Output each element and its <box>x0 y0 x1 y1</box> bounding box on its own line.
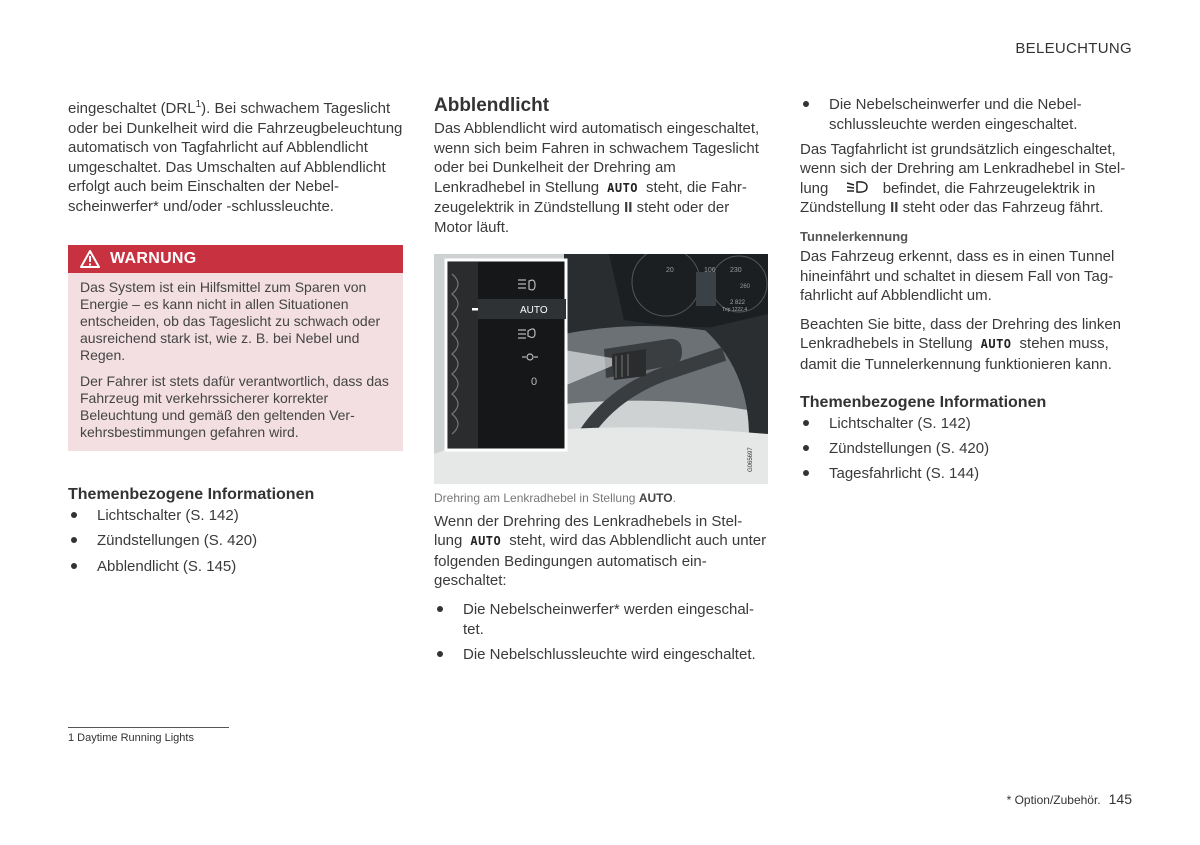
image-code: G065697 <box>748 446 754 472</box>
text-fragment: steht oder das Fahrzeug fährt. <box>902 199 1104 217</box>
text-fragment: steht oder der Motor läuft. <box>434 199 730 236</box>
text-fragment: steht, wird das Abblendlicht auch unter folgenden Bedingungen automatisch eingeschaltet: <box>434 532 767 590</box>
intro-text-end: ). Bei schwachem Tageslicht oder bei Dunkelheit wird die Fahrzeugbeleuchtung automatisch von Tagfahrlicht auf Abblendlicht umgeschaltet. Das Umschalten auf Abblendlicht erfolgt auch beim Einschalten der Nebelscheinwerfer* und/oder -schlussleuchte. <box>68 100 403 215</box>
text-fragment: Das Abblendlicht wird automatisch eingeschaltet, wenn sich beim Fahren in schwachem Tageslicht oder bei Dunkelheit der Drehring am Lenkradhebel in Stellung <box>434 120 760 196</box>
footnote-divider <box>68 727 229 728</box>
text-fragment: steht, die Fahrzeugelektrik in Zündstellung <box>434 178 747 217</box>
related-link-tagesfahrlicht[interactable]: Tagesfahrlicht (S. 144) <box>800 464 1135 484</box>
warning-title: WARNUNG <box>110 249 197 267</box>
text-fragment: befindet, die Fahrzeugelektrik in Zündstellung <box>800 179 1096 217</box>
auto-conditions-paragraph <box>434 512 768 591</box>
drl-paragraph <box>800 140 1135 218</box>
odometer-value: 2 822 <box>730 299 746 306</box>
warning-paragraph-2: Der Fahrer ist stets dafür verantwortlich, dass das Fahrzeug mit verkehrssicherer korrekter Beleuchtung und gemäß den geltenden Verkehrsbestimmungen gefahren wird. <box>80 372 389 441</box>
section-title: BELEUCHTUNG <box>1015 40 1132 57</box>
column-left <box>68 95 403 582</box>
list-item: Die Nebelscheinwerfer und die Nebelschlussleuchte werden eingeschaltet. <box>800 95 1135 134</box>
footnote-marker: 1 <box>195 99 202 110</box>
trip-value: Trip 1222.4 <box>722 306 748 313</box>
dial-off-label: 0 <box>531 375 538 388</box>
dial-auto-label: AUTO <box>520 304 548 316</box>
fog-light-list <box>800 95 1135 134</box>
related-info-heading: Themenbezogene Informationen <box>800 393 1047 411</box>
page-footer <box>1007 791 1132 807</box>
tunnel-heading: Tunnelerkennung <box>800 229 909 245</box>
gauge-number: 260 <box>740 283 751 290</box>
auto-conditions-list <box>434 600 768 664</box>
stalk-illustration <box>434 254 768 484</box>
footnote: 1 Daytime Running Lights <box>68 732 194 744</box>
gauge-number: 230 <box>730 266 742 274</box>
abblendlicht-paragraph <box>434 119 768 238</box>
section-heading-abblendlicht: Abblendlicht <box>434 95 550 116</box>
column-middle <box>434 95 768 670</box>
text-fragment: Beachten Sie bitte, dass der Drehring des linken Lenkradhebels in Stellung <box>800 315 1122 353</box>
warning-paragraph-1: Das System ist ein Hilfsmittel zum Sparen von Energie – es kann nicht in allen Situationen entscheiden, ob das Tageslicht zu schwach oder ausreichend stark ist, wie z. B. bei Nebel und Regen. <box>80 278 381 364</box>
related-info-list <box>68 506 403 576</box>
related-link-zuendstellungen[interactable]: Zündstellungen (S. 420) <box>68 531 403 551</box>
page-number: 145 <box>1108 791 1132 807</box>
warning-body <box>68 273 403 452</box>
related-info-heading: Themenbezogene Informationen <box>68 486 315 504</box>
related-info-list <box>800 414 1135 484</box>
auto-symbol: AUTO <box>470 534 502 549</box>
text-fragment: stehen muss, damit die Tunnelerkennung funktionieren kann. <box>800 335 1112 374</box>
text-fragment: Wenn der Drehring des Lenkradhebels in Stellung <box>434 512 743 550</box>
text-fragment: Das Tagfahrlicht ist grundsätzlich eingeschaltet, wenn sich der Drehring am Lenkradhebel in Stellung <box>800 140 1126 197</box>
ignition-position: II <box>890 199 899 217</box>
list-item: Die Nebelschlussleuchte wird eingeschaltet. <box>434 645 768 665</box>
caption-period: . <box>672 490 676 505</box>
tunnel-requirement-paragraph <box>800 315 1135 375</box>
tunnel-paragraph: Das Fahrzeug erkennt, dass es in einen Tunnel hineinfährt und schaltet in diesem Fall von Tagfahrlicht auf Abblendlicht um. <box>800 248 1115 305</box>
related-link-lichtschalter[interactable]: Lichtschalter (S. 142) <box>800 414 1135 434</box>
ignition-position: II <box>624 199 633 217</box>
warning-header <box>68 245 403 273</box>
related-link-lichtschalter[interactable]: Lichtschalter (S. 142) <box>68 506 403 526</box>
column-right <box>800 95 1135 489</box>
related-link-zuendstellungen[interactable]: Zündstellungen (S. 420) <box>800 439 1135 459</box>
gauge-number: 20 <box>666 266 674 274</box>
list-item: Die Nebelscheinwerfer* werden eingeschaltet. <box>434 600 768 639</box>
warning-box <box>68 245 403 452</box>
warning-triangle-icon <box>80 250 100 268</box>
intro-text-start: eingeschaltet (DRL <box>68 100 196 117</box>
auto-symbol: AUTO <box>980 337 1012 352</box>
figure-caption <box>434 490 768 506</box>
intro-paragraph <box>68 95 403 217</box>
auto-symbol: AUTO <box>607 180 639 195</box>
gauge-number: 106 <box>704 266 716 274</box>
low-beam-icon <box>833 180 879 194</box>
caption-auto: AUTO <box>638 490 673 505</box>
related-link-abblendlicht[interactable]: Abblendlicht (S. 145) <box>68 557 403 577</box>
option-note: * Option/Zubehör. <box>1006 793 1101 807</box>
figure-stalk-auto <box>434 254 768 484</box>
caption-text: Drehring am Lenkradhebel in Stellung <box>434 490 636 505</box>
